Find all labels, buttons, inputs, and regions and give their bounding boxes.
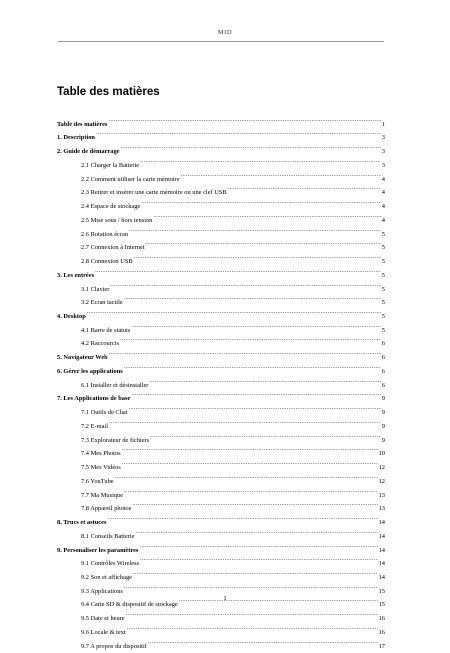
toc-entry-label: 2.3 Retirer et insérer une carte mémoire ou une clef USB <box>81 189 227 197</box>
toc-entry-label: 6. Gérer les applications <box>57 367 123 375</box>
toc-leader-dots <box>120 332 381 346</box>
toc-leader-dots <box>107 510 377 524</box>
toc-entry-label: 7.3 Explorateur de fichiers <box>81 436 150 444</box>
toc-entry-label: 7.1 Outils de Chat <box>81 409 128 417</box>
toc-entry-page: 16 <box>378 628 385 636</box>
toc-leader-dots <box>228 181 381 195</box>
toc-entry-page: 5 <box>381 299 385 307</box>
toc-entry-page: 5 <box>381 271 385 279</box>
toc-entry[interactable] <box>57 318 385 332</box>
toc-leader-dots <box>109 345 381 359</box>
toc-entry-page: 1 <box>381 120 385 128</box>
toc-entry-page: 13 <box>378 505 385 513</box>
toc-entry-page: 16 <box>378 615 385 623</box>
toc-entry-label: 9.6 Locale & text <box>81 628 126 636</box>
toc-leader-dots <box>124 579 378 593</box>
toc-entry-page: 9 <box>381 436 385 444</box>
toc-entry-label: 9. Personaliser les paramètres <box>57 546 139 554</box>
toc-entry-page: 3 <box>381 134 385 142</box>
toc-entry-page: 4 <box>381 189 385 197</box>
toc-entry-label: 2. Guide de démarrage <box>57 148 120 156</box>
toc-entry-label: 2.6 Rotation écran <box>81 230 129 238</box>
toc-entry-page: 12 <box>378 464 385 472</box>
toc-entry-page: 15 <box>378 601 385 609</box>
toc-entry-page: 13 <box>378 491 385 499</box>
toc-leader-dots <box>139 538 377 552</box>
page-number: 1 <box>223 595 227 602</box>
toc-entry-label: 9.1 Contrôles Wireless <box>81 560 140 568</box>
toc-leader-dots <box>110 277 380 291</box>
toc-leader-dots <box>124 291 381 305</box>
toc-entry-page: 12 <box>378 477 385 485</box>
toc-entry-page: 5 <box>381 326 385 334</box>
toc-entry-page: 6 <box>381 354 385 362</box>
toc-leader-dots <box>109 414 381 428</box>
toc-leader-dots <box>115 469 378 483</box>
toc-leader-dots <box>124 483 378 497</box>
toc-leader-dots <box>140 552 378 566</box>
toc-entry-label: 4.1 Barre de statuts <box>81 326 131 334</box>
toc-leader-dots <box>108 112 380 126</box>
toc-entry-page: 14 <box>378 546 385 554</box>
toc-entry-label: 8. Trucs et astuces <box>57 519 107 527</box>
toc-entry-page: 10 <box>378 450 385 458</box>
toc-entry[interactable] <box>57 304 385 321</box>
toc-leader-dots <box>126 606 378 620</box>
toc-leader-dots <box>87 304 381 318</box>
toc-entry-label: 9.5 Date et heure <box>81 615 125 623</box>
toc-leader-dots <box>129 400 381 414</box>
toc-leader-dots <box>127 620 378 634</box>
toc-entry[interactable] <box>57 139 385 156</box>
toc-entry-label: 7.7 Ma Musique <box>81 491 124 499</box>
toc-leader-dots <box>122 455 378 469</box>
toc-entry-page: 5 <box>381 313 385 321</box>
toc-entry[interactable] <box>57 277 385 291</box>
toc-entry-label: 2.2 Comment utiliser la carte mémoire <box>81 175 180 183</box>
toc-leader-dots <box>181 167 381 181</box>
toc-entry-page: 5 <box>381 285 385 293</box>
toc-entry-page: 4 <box>381 175 385 183</box>
toc-leader-dots <box>146 236 381 250</box>
toc-entry-label: 3.2 Ecran tactile <box>81 299 123 307</box>
toc-entry[interactable] <box>57 112 385 126</box>
toc-entry-page: 17 <box>378 642 385 650</box>
toc-entry-label: 7.2 E-mail <box>81 422 108 430</box>
toc-entry[interactable] <box>57 126 385 140</box>
toc-leader-dots <box>122 442 378 456</box>
toc-entry-label: 7.4 Mes Photos <box>81 450 121 458</box>
page-header: MID <box>217 29 233 36</box>
toc-entry-page: 5 <box>381 230 385 238</box>
header-rule <box>58 41 384 42</box>
toc-entry-page: 14 <box>378 573 385 581</box>
toc-entry-label: 5. Navigateur Web <box>57 354 108 362</box>
toc-leader-dots <box>153 208 380 222</box>
toc-entry-label: 3. Les entrées <box>57 271 95 279</box>
toc-entry-label: 7.6 YouTube <box>81 477 114 485</box>
toc-entry-label: 2.8 Connexion USB <box>81 258 133 266</box>
toc-title: Table des matières <box>57 86 160 98</box>
toc-entry-label: 9.7 A propos du dispositif <box>81 642 147 650</box>
toc-entry-page: 6 <box>381 381 385 389</box>
toc-leader-dots <box>150 428 381 442</box>
toc-entry-label: 2.7 Connexion à Internet <box>81 244 145 252</box>
toc-leader-dots <box>96 126 381 140</box>
toc-leader-dots <box>95 263 381 277</box>
toc-entry-page: 15 <box>378 587 385 595</box>
toc-entry-page: 5 <box>381 244 385 252</box>
toc-leader-dots <box>141 194 381 208</box>
toc-entry-label: 7. Les Applications de base <box>57 395 131 403</box>
toc-entry-label: 2.1 Charger la Batterie <box>81 161 140 169</box>
toc-entry-label: Table des matières <box>57 120 108 128</box>
toc-entry-label: 3.1 Clavier <box>81 285 110 293</box>
toc-entry-page: 4 <box>381 216 385 224</box>
toc-entry-label: 9.2 Son et affichage <box>81 573 132 581</box>
toc-entry-page: 14 <box>378 519 385 527</box>
toc-entry-label: 7.8 Appareil photos <box>81 505 132 513</box>
toc-leader-dots <box>134 249 381 263</box>
toc-entry-label: 2.4 Espace de stockage <box>81 203 141 211</box>
toc-entry-page: 3 <box>381 148 385 156</box>
toc-leader-dots <box>124 359 381 373</box>
toc-leader-dots <box>120 139 380 153</box>
toc-entry-label: 4. Desktop <box>57 313 86 321</box>
toc-entry[interactable] <box>57 263 385 277</box>
toc-entry-page: 5 <box>381 258 385 266</box>
toc-entry-page: 4 <box>381 203 385 211</box>
toc-entry-label: 2.5 Mise sous / hors tension <box>81 216 153 224</box>
toc-entry-page: 6 <box>381 367 385 375</box>
toc-leader-dots <box>131 387 380 401</box>
toc-entry-page: 9 <box>381 395 385 403</box>
toc-entry-label: 9.3 Applications <box>81 587 123 595</box>
toc-leader-dots <box>140 153 381 167</box>
toc-entry-page: 6 <box>381 340 385 348</box>
toc-leader-dots <box>149 373 380 387</box>
toc-entry-label: 4.2 Raccourcis <box>81 340 119 348</box>
table-of-contents <box>57 112 385 648</box>
toc-leader-dots <box>148 634 378 648</box>
toc-leader-dots <box>131 318 380 332</box>
toc-entry-page: 14 <box>378 532 385 540</box>
toc-leader-dots <box>129 222 381 236</box>
toc-leader-dots <box>132 497 377 511</box>
toc-entry-label: 1. Description <box>57 134 95 142</box>
toc-entry-label: 8.1 Conseils Batterie <box>81 532 135 540</box>
toc-entry-page: 14 <box>378 560 385 568</box>
toc-entry-label: 6.1 Installer et désinstaller <box>81 381 149 389</box>
toc-entry-page: 3 <box>381 161 385 169</box>
toc-entry-page: 9 <box>381 422 385 430</box>
toc-entry-label: 9.4 Carte SD & dispositif de stockage <box>81 601 178 609</box>
toc-entry-label: 7.5 Mes Vidéos <box>81 464 121 472</box>
toc-leader-dots <box>133 565 378 579</box>
toc-leader-dots <box>135 524 377 538</box>
toc-entry-page: 9 <box>381 409 385 417</box>
